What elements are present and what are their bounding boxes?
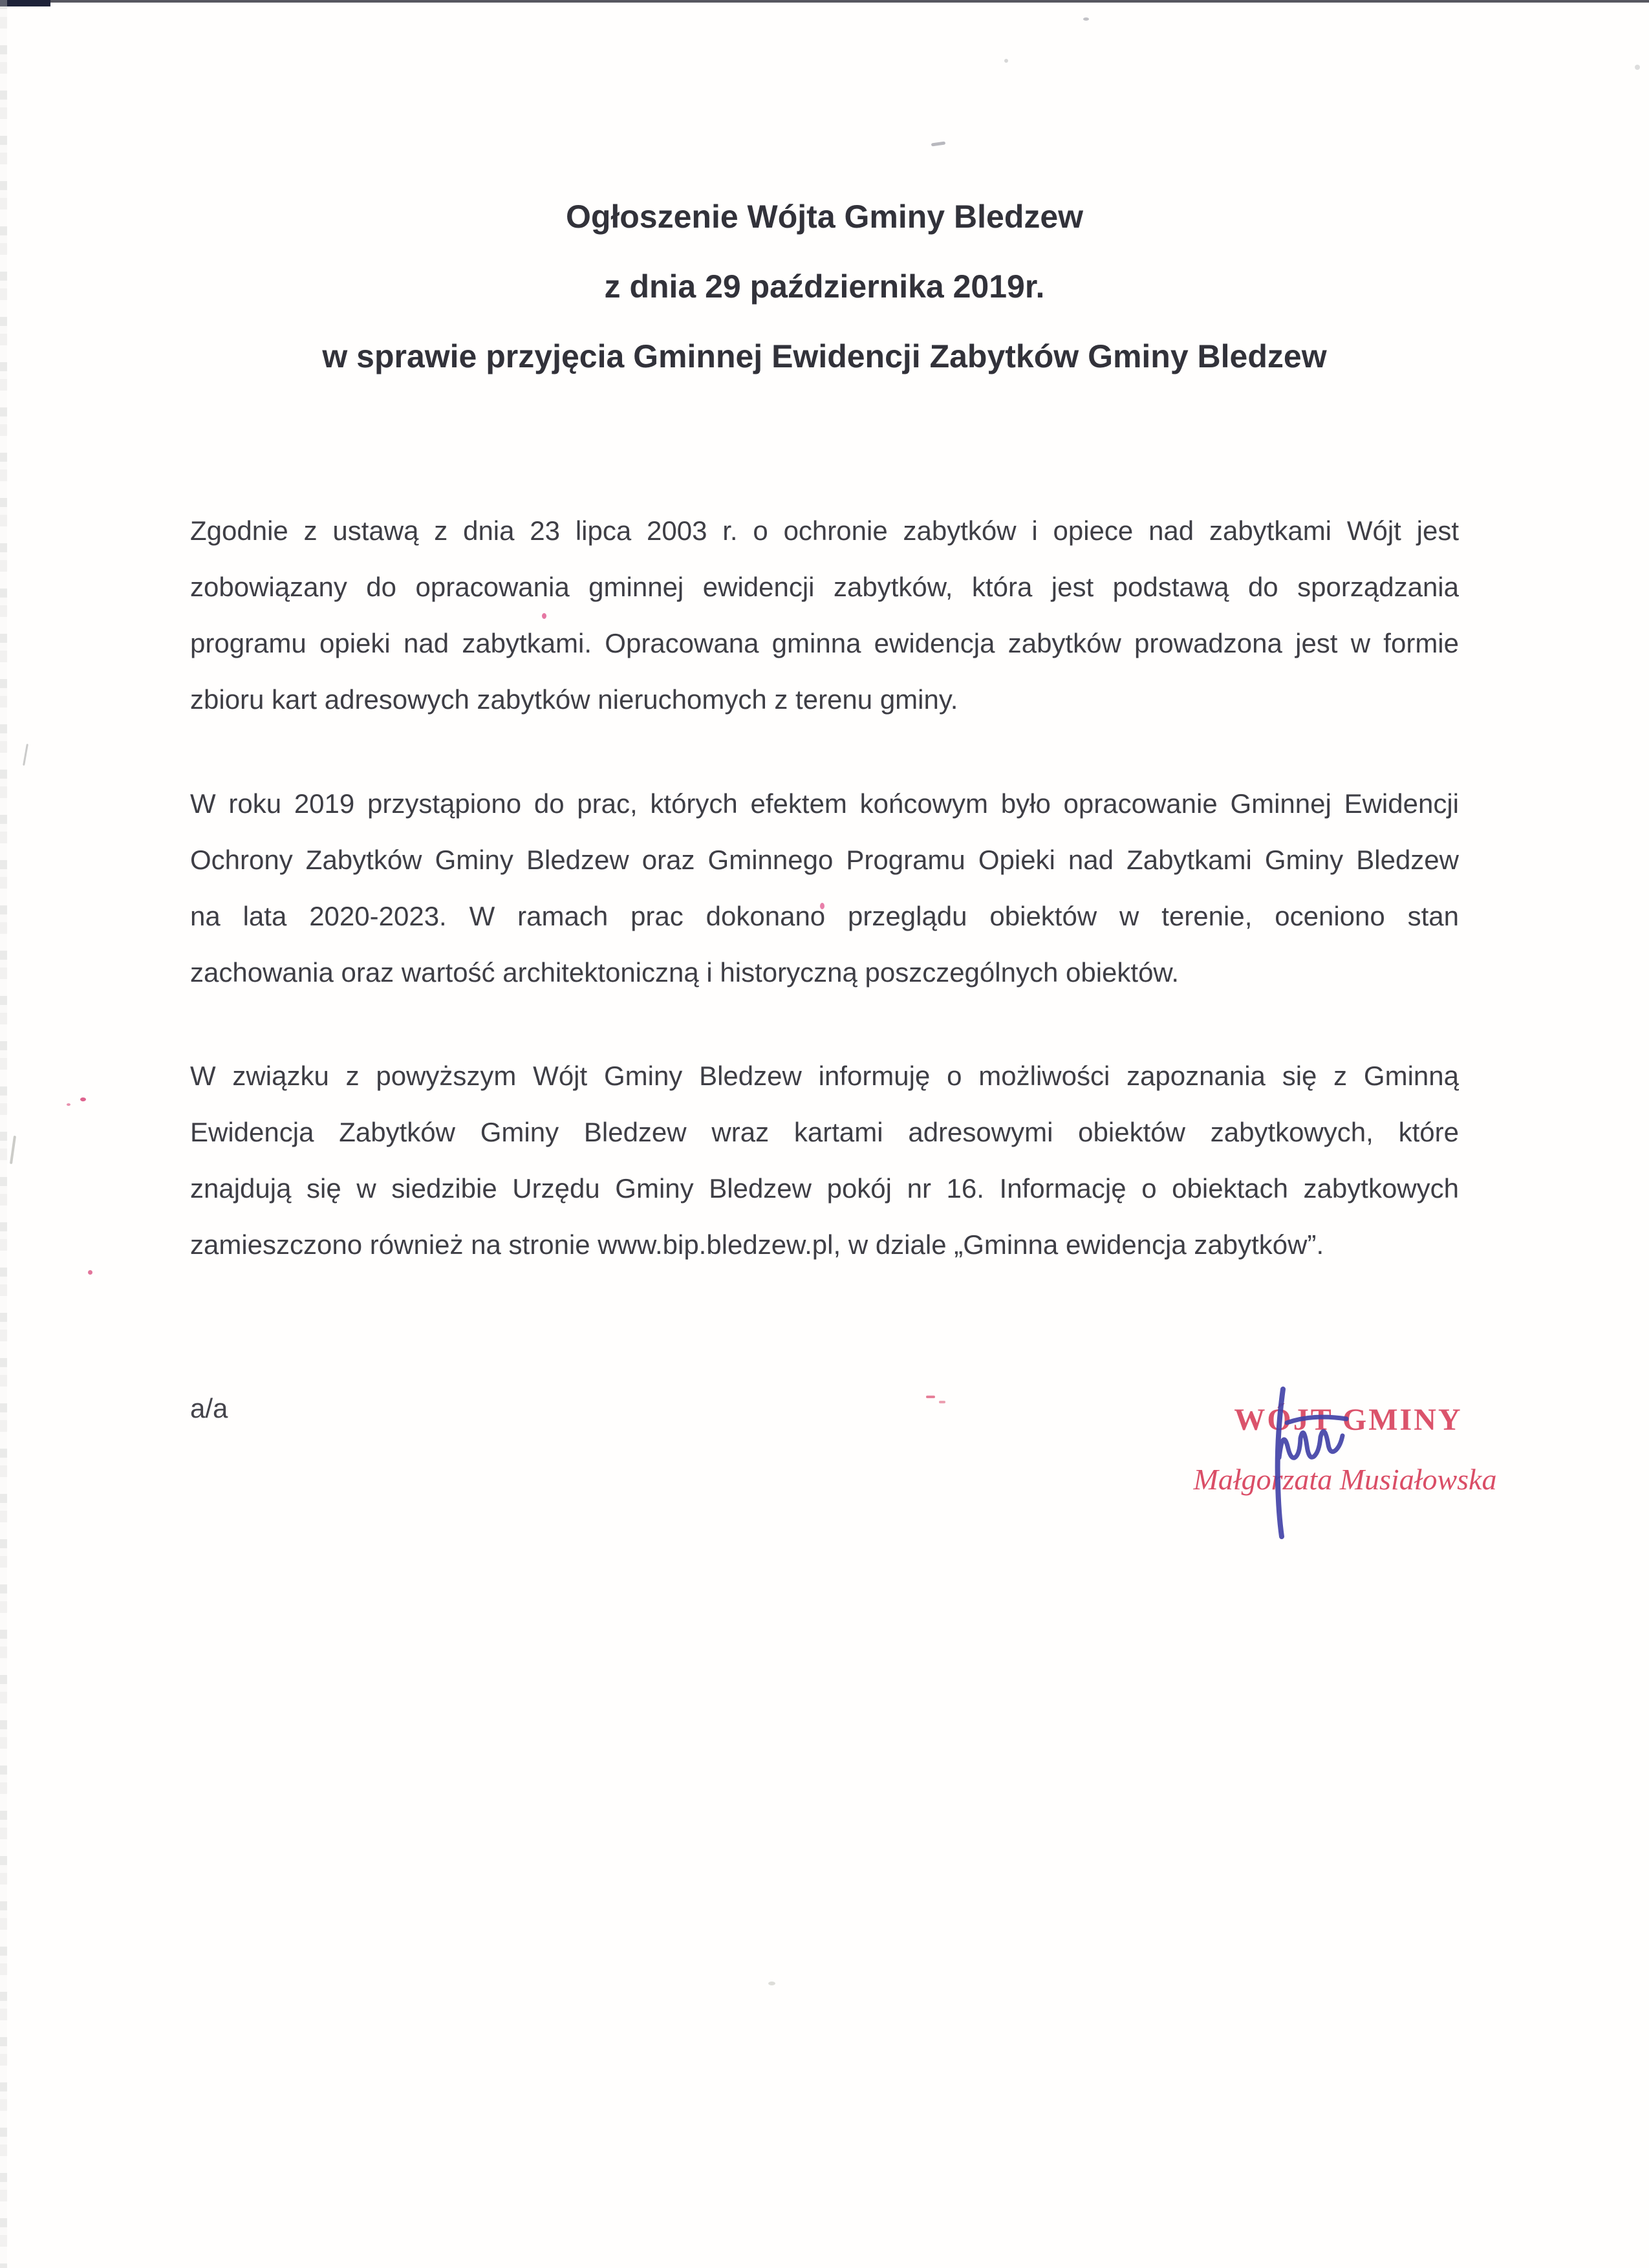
paragraph-3	[190, 1048, 1459, 1273]
title-line-2: z dnia 29 października 2019r.	[604, 268, 1045, 305]
handwritten-signature	[1248, 1385, 1371, 1540]
scan-artifact	[1004, 59, 1008, 63]
scan-artifact	[1083, 17, 1089, 21]
paragraph-2-line: W roku 2019 przystąpiono do prac, których efektem końcowym było opracowanie Gminnej Ewidencji	[190, 788, 1459, 819]
scan-artifact	[939, 1401, 945, 1403]
scan-left-edge-noise	[0, 0, 7, 2268]
paragraph-1-line: Zgodnie z ustawą z dnia 23 lipca 2003 r. o ochronie zabytków i opiece nad zabytkami Wójt jest	[190, 515, 1459, 546]
scan-top-edge-line	[0, 0, 1649, 3]
paragraph-2-line: na lata 2020-2023. W ramach prac dokonano przeglądu obiektów w terenie, oceniono stan	[190, 901, 1459, 931]
scan-artifact	[768, 1982, 775, 1985]
paragraph-3-line: W związku z powyższym Wójt Gminy Bledzew informuję o możliwości zapoznania się z Gminną	[190, 1061, 1459, 1091]
scan-artifact	[1635, 65, 1640, 70]
paragraph-2-line: Ochrony Zabytków Gminy Bledzew oraz Gminnego Programu Opieki nad Zabytkami Gminy Bledzew	[190, 845, 1459, 875]
scan-top-left-mark	[0, 0, 50, 6]
archive-note: a/a	[190, 1393, 228, 1423]
scan-artifact	[88, 1270, 92, 1275]
paragraph-2-line: zachowania oraz wartość architektoniczną i historyczną poszczególnych obiektów.	[190, 957, 1180, 988]
scan-artifact	[67, 1103, 70, 1106]
paragraph-2	[190, 775, 1459, 1000]
scan-artifact	[23, 744, 28, 766]
document-title	[190, 182, 1459, 391]
title-line-1: Ogłoszenie Wójta Gminy Bledzew	[565, 199, 1084, 235]
paragraph-3-line: znajdują się w siedzibie Urzędu Gminy Bledzew pokój nr 16. Informację o obiektach zabytkowych	[190, 1173, 1459, 1204]
paragraph-3-line: Ewidencja Zabytków Gminy Bledzew wraz kartami adresowymi obiektów zabytkowych, które	[190, 1117, 1459, 1147]
paragraph-1-line: zbioru kart adresowych zabytków nieruchomych z terenu gminy.	[190, 684, 958, 715]
scan-artifact	[926, 1396, 935, 1398]
paragraph-1-line: zobowiązany do opracowania gminnej ewidencji zabytków, która jest podstawą do sporządzania	[190, 572, 1459, 602]
paragraph-1-line: programu opieki nad zabytkami. Opracowana gminna ewidencja zabytków prowadzona jest w formie	[190, 628, 1459, 658]
scan-artifact	[80, 1097, 86, 1101]
paragraph-1	[190, 502, 1459, 728]
scan-artifact	[931, 141, 945, 146]
title-line-3: w sprawie przyjęcia Gminnej Ewidencji Zabytków Gminy Bledzew	[322, 338, 1327, 374]
paragraph-3-line: zamieszczono również na stronie www.bip.bledzew.pl, w dziale „Gminna ewidencja zabytków”.	[190, 1229, 1324, 1260]
stamp-signer-name: Małgorzata Musiałowska	[1193, 1463, 1497, 1496]
scan-artifact	[10, 1136, 16, 1164]
stamp-title: WÓJT GMINY	[1234, 1403, 1463, 1437]
